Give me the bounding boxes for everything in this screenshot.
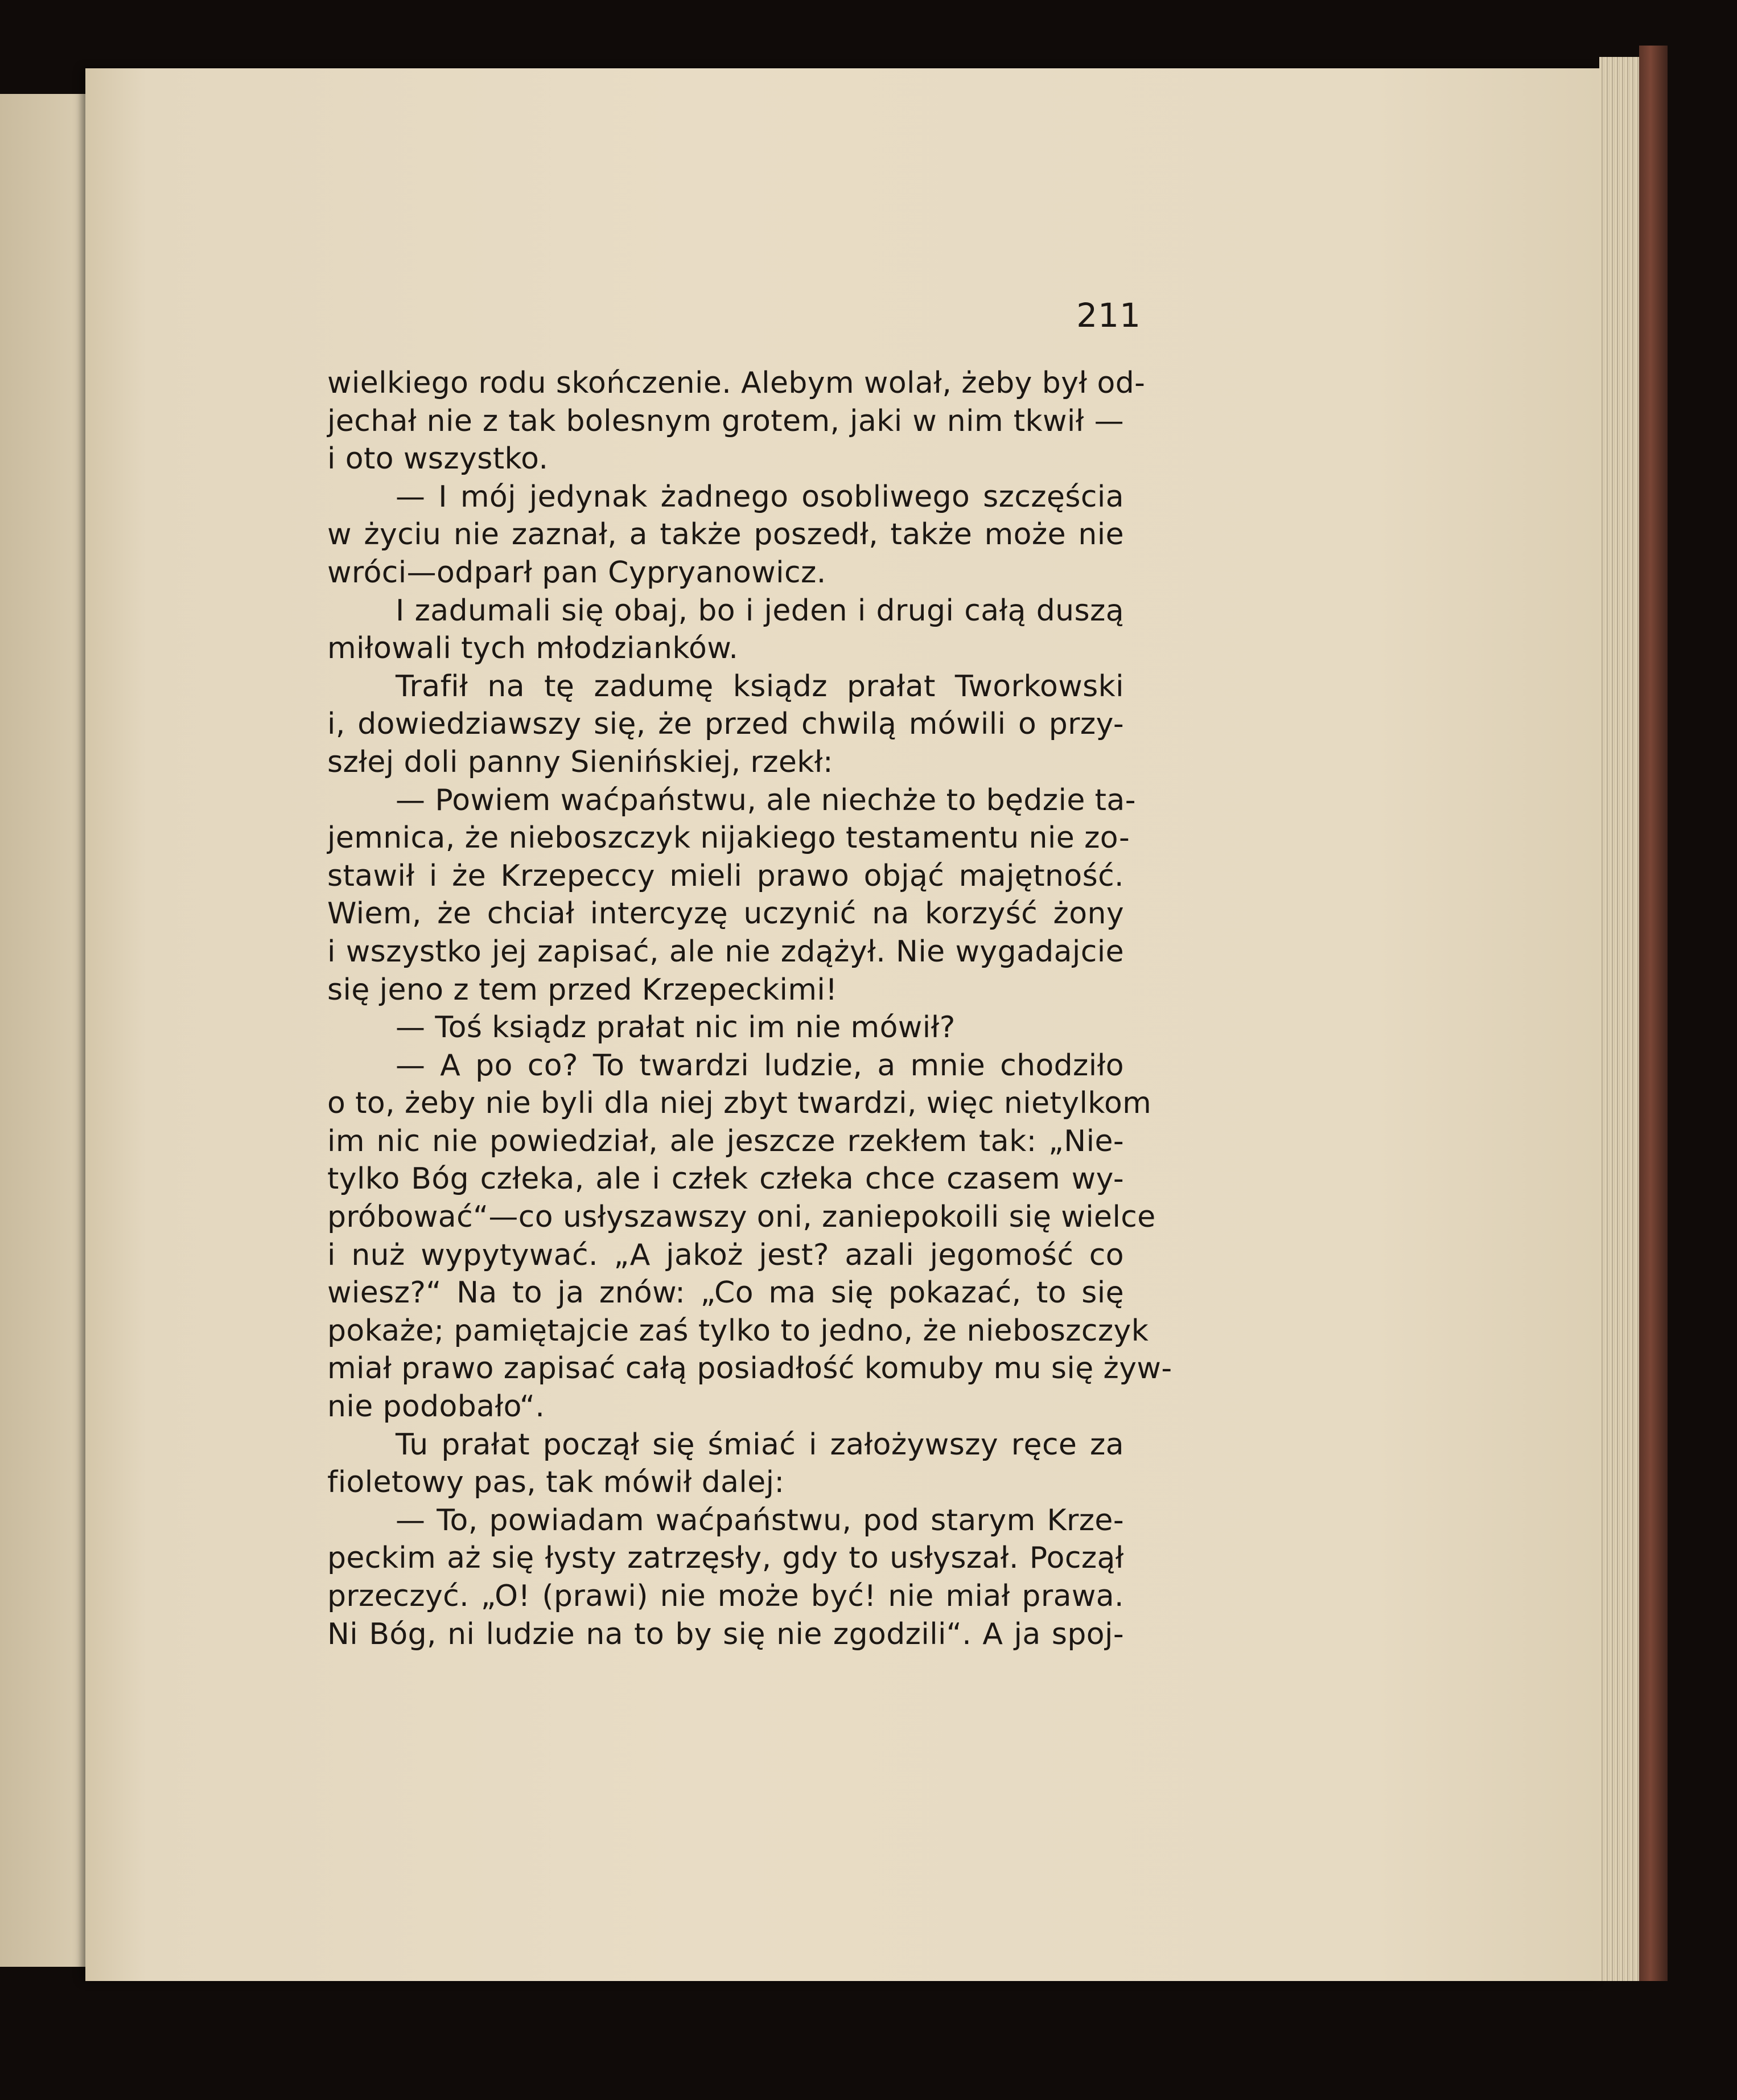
text-line: Tu prałat począł się śmiać i założywszy ręce za <box>396 1427 1124 1462</box>
text-line: — A po co? To twardzi ludzie, a mnie chodziło <box>396 1048 1124 1083</box>
text-line: Ni Bóg, ni ludzie na to by się nie zgodzili“. A ja spoj- <box>327 1617 1124 1651</box>
text-line: i oto wszystko. <box>327 442 549 476</box>
text-line: pokaże; pamiętajcie zaś tylko to jedno, że nieboszczyk <box>327 1313 1149 1348</box>
text-line: w życiu nie zaznał, a także poszedł, także może nie <box>327 517 1124 552</box>
text-line: I zadumali się obaj, bo i jeden i drugi całą duszą <box>396 593 1124 628</box>
text-line: — Powiem waćpaństwu, ale niechże to będzie ta- <box>396 783 1136 817</box>
text-line: jemnica, że nieboszczyk nijakiego testamentu nie zo- <box>327 821 1130 856</box>
text-line: im nic nie powiedział, ale jeszcze rzekłem tak: „Nie- <box>327 1124 1124 1158</box>
text-line: wielkiego rodu skończenie. Alebym wolał, żeby był od- <box>327 366 1146 400</box>
text-line: i, dowiedziawszy się, że przed chwilą mówili o przy- <box>327 707 1124 742</box>
text-line: peckim aż się łysty zatrzęsły, gdy to usłyszał. Począł <box>327 1541 1124 1576</box>
page-number: 211 <box>1076 296 1141 335</box>
text-line: jechał nie z tak bolesnym grotem, jaki w nim tkwił — <box>327 404 1124 438</box>
text-line: tylko Bóg człeka, ale i człek człeka chce czasem wy- <box>327 1162 1124 1197</box>
text-line: o to, żeby nie byli dla niej zbyt twardzi, więc nietylkom <box>327 1086 1152 1121</box>
text-line: wróci—odparł pan Cypryanowicz. <box>327 555 826 590</box>
text-line: nie podobało“. <box>327 1390 545 1424</box>
text-line: stawił i że Krzepeccy mieli prawo objąć majętność. <box>327 858 1124 893</box>
body-text <box>327 364 1172 1653</box>
text-line: próbować“—co usłyszawszy oni, zaniepokoili się wielce <box>327 1200 1156 1235</box>
text-line: fioletowy pas, tak mówił dalej: <box>327 1465 785 1500</box>
text-line: wiesz?“ Na to ja znów: „Co ma się pokazać, to się <box>327 1276 1124 1310</box>
text-line: się jeno z tem przed Krzepeckimi! <box>327 972 838 1007</box>
text-line: — I mój jedynak żadnego osobliwego szczęścia <box>396 479 1124 514</box>
text-line: przeczyć. „O! (prawi) nie może być! nie miał prawa. <box>327 1579 1124 1613</box>
text-line: — To, powiadam waćpaństwu, pod starym Krze- <box>396 1503 1124 1538</box>
text-line: i nuż wypytywać. „A jakoż jest? azali jegomość co <box>327 1238 1124 1272</box>
text-line: miłowali tych młodzianków. <box>327 631 739 666</box>
text-line: Trafił na tę zadumę ksiądz prałat Tworkowski <box>396 669 1124 704</box>
text-line: szłej doli panny Sienińskiej, rzekł: <box>327 745 833 779</box>
text-line: Wiem, że chciał intercyzę uczynić na korzyść żony <box>327 897 1124 931</box>
text-line: i wszystko jej zapisać, ale nie zdążył. Nie wygadajcie <box>327 934 1124 969</box>
page-fore-edge <box>1599 57 1639 1981</box>
book-cover-edge <box>1639 46 1668 1981</box>
text-line: miał prawo zapisać całą posiadłość komuby mu się żyw- <box>327 1351 1172 1386</box>
text-line: — Toś ksiądz prałat nic im nie mówił? <box>396 1010 956 1045</box>
